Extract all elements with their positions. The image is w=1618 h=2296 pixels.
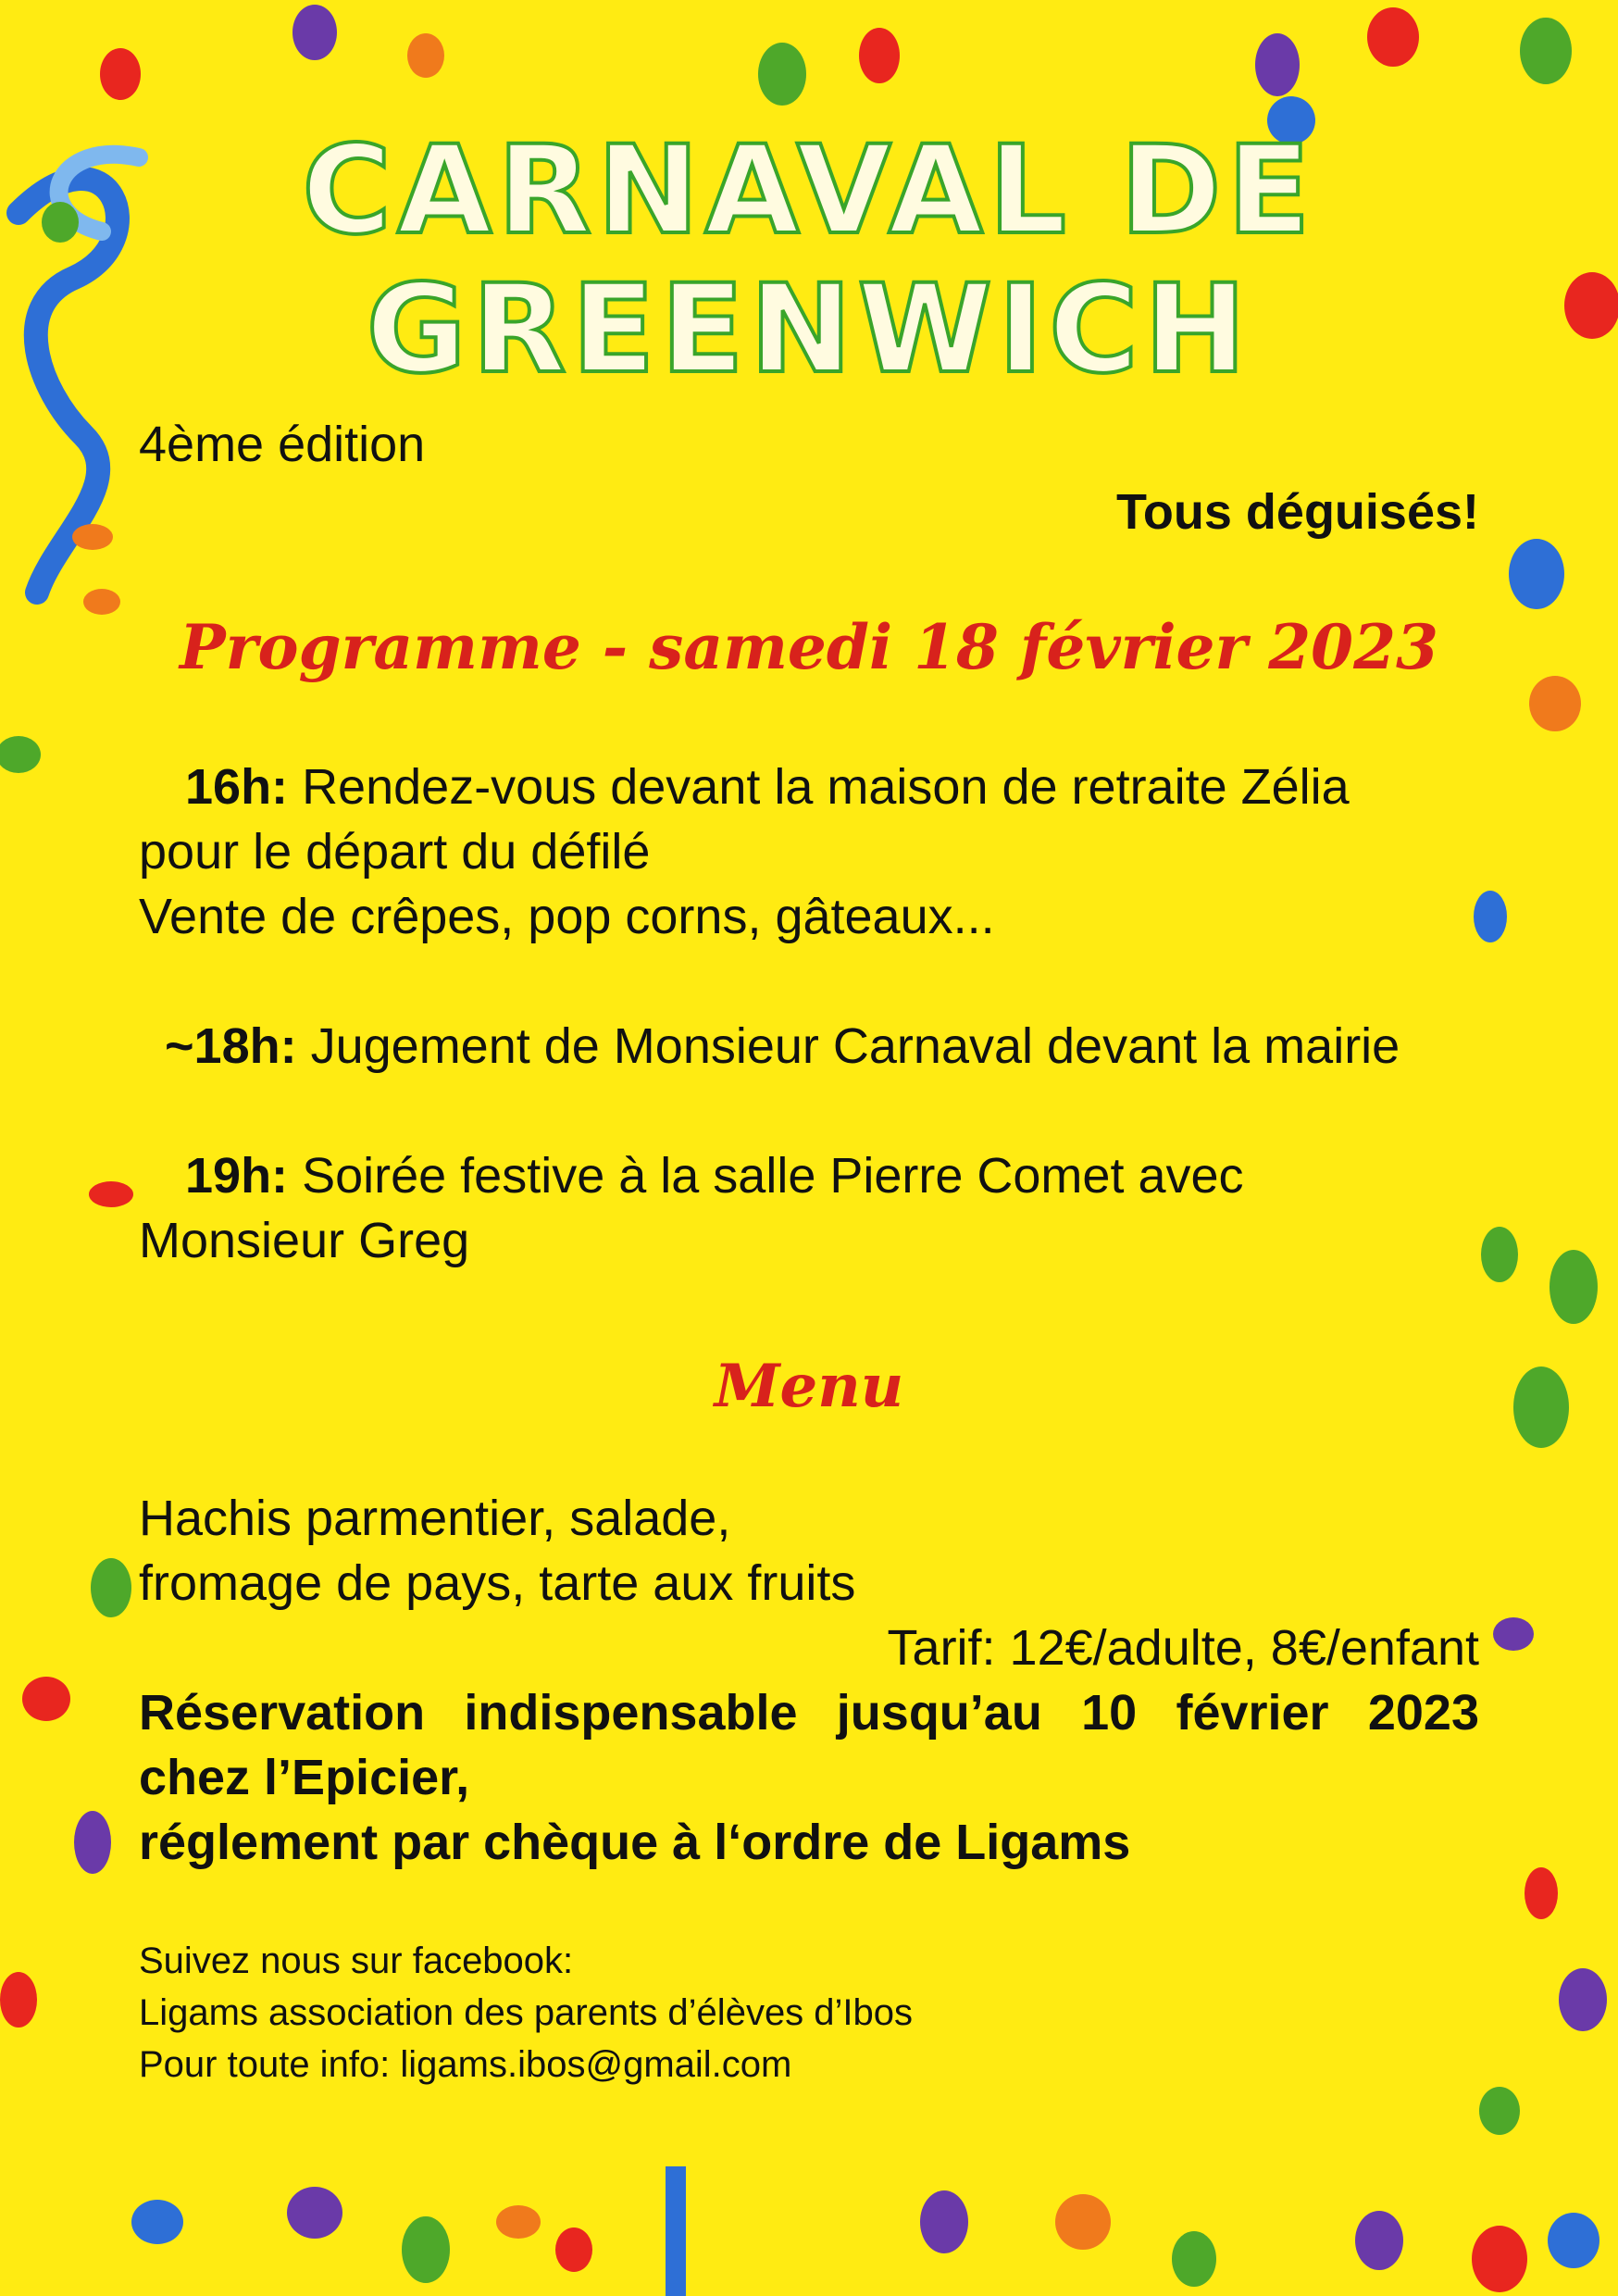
schedule-line: Monsieur Greg — [139, 1213, 470, 1268]
schedule-item-19h — [139, 1143, 1490, 1273]
footer-line: Pour toute info: ligams.ibos@gmail.com — [139, 2044, 792, 2085]
menu-line: fromage de pays, tarte aux fruits — [139, 1555, 856, 1611]
schedule-line: Vente de crêpes, pop corns, gâteaux... — [139, 889, 995, 944]
schedule-time: ~18h: — [165, 1018, 297, 1074]
reservation-line: réglement par chèque à l‘ordre de Ligams — [139, 1815, 1131, 1870]
schedule-line: Soirée festive à la salle Pierre Comet avec — [302, 1148, 1244, 1204]
tarif: Tarif: 12€/adulte, 8€/enfant — [887, 1620, 1479, 1676]
schedule-item-16h — [139, 755, 1490, 949]
schedule-item-18h — [165, 1014, 1498, 1079]
reservation-block — [139, 1680, 1479, 1875]
footer-line: Suivez nous sur facebook: — [139, 1940, 574, 1981]
menu-heading: Menu — [714, 1352, 904, 1421]
reservation-line: chez l’Epicier, — [139, 1750, 470, 1805]
costume-note: Tous déguisés! — [1115, 484, 1479, 540]
schedule-line: Rendez-vous devant la maison de retraite Zélia — [302, 759, 1350, 815]
title-line-1: CARNAVAL DE — [302, 119, 1316, 262]
edition-label: 4ème édition — [139, 417, 426, 472]
menu-items — [139, 1486, 1490, 1616]
menu-line: Hachis parmentier, salade, — [139, 1491, 731, 1546]
programme-heading: Programme - samedi 18 février 2023 — [180, 611, 1438, 683]
title-line-2: GREENWICH — [366, 258, 1252, 401]
schedule-time: 16h: — [185, 759, 289, 815]
reservation-line: Réservation indispensable jusqu’au 10 février 2023 — [139, 1685, 1479, 1741]
footer-info — [139, 1935, 1435, 2090]
schedule-line: pour le départ du défilé — [139, 824, 651, 880]
footer-line: Ligams association des parents d’élèves d’Ibos — [139, 1992, 914, 2033]
schedule-line: Jugement de Monsieur Carnaval devant la mairie — [310, 1018, 1400, 1074]
schedule-time: 19h: — [185, 1148, 289, 1204]
